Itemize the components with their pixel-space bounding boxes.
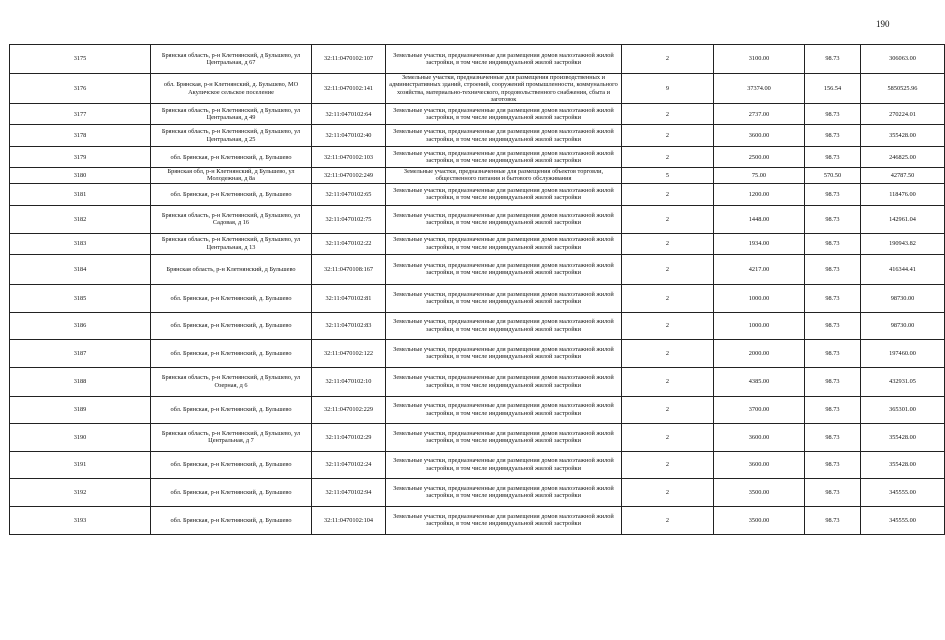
specific-value-cell: 98.73 xyxy=(805,312,861,339)
group-number-cell: 2 xyxy=(622,367,714,396)
area-cell: 3500.00 xyxy=(714,506,805,534)
specific-value-cell: 98.73 xyxy=(805,478,861,506)
address-cell: Брянская область, р-н Клетнянский, д Бульшево, ул Центральная, д 49 xyxy=(151,104,312,125)
group-number-cell: 9 xyxy=(622,74,714,104)
cadastral-number-cell: 32:11:0470102:107 xyxy=(312,45,386,74)
land-use-cell: Земельные участки, предназначенные для размещения домов малоэтажной жилой застройки, в том числе индивидуальной жилой застройки xyxy=(386,45,622,74)
address-cell: Брянская область, р-н Клетнянский, д Бульшево, ул Центральная, д 67 xyxy=(151,45,312,74)
cadastral-value-cell: 118476.00 xyxy=(861,183,945,205)
cadastral-value-cell: 98730.00 xyxy=(861,284,945,312)
address-cell: Брянская обл, р-н Клетнянский, д Бульшево, ул Молодежная, д 8а xyxy=(151,168,312,184)
group-number-cell: 2 xyxy=(622,284,714,312)
group-number-cell: 2 xyxy=(622,396,714,423)
table-row xyxy=(10,147,945,168)
address-cell: Брянская область, р-н Клетнянский, д Бульшево, ул Центральная, д 25 xyxy=(151,125,312,147)
cadastral-number-cell: 32:11:0470102:249 xyxy=(312,168,386,184)
cadastral-number-cell: 32:11:0470102:122 xyxy=(312,339,386,367)
table-row xyxy=(10,168,945,184)
row-number-cell: 3189 xyxy=(10,396,151,423)
cadastral-value-table xyxy=(9,44,945,535)
table-row xyxy=(10,451,945,478)
area-cell: 3500.00 xyxy=(714,478,805,506)
land-use-cell: Земельные участки, предназначенные для размещения объектов торговли, общественного питания и бытового обслуживания xyxy=(386,168,622,184)
area-cell: 3600.00 xyxy=(714,451,805,478)
cadastral-value-cell: 197460.00 xyxy=(861,339,945,367)
row-number-cell: 3182 xyxy=(10,205,151,233)
table-row xyxy=(10,74,945,104)
specific-value-cell: 98.73 xyxy=(805,147,861,168)
table-row xyxy=(10,125,945,147)
address-cell: Брянская область, р-н Клетнянский, д Бульшево, ул Озерная, д 6 xyxy=(151,367,312,396)
address-cell: обл. Брянская, р-н Клетнянский, д. Бульшево xyxy=(151,396,312,423)
cadastral-value-cell: 190943.82 xyxy=(861,233,945,254)
table-body xyxy=(10,45,945,535)
cadastral-number-cell: 32:11:0470102:10 xyxy=(312,367,386,396)
specific-value-cell: 98.73 xyxy=(805,254,861,284)
specific-value-cell: 98.73 xyxy=(805,125,861,147)
group-number-cell: 2 xyxy=(622,312,714,339)
cadastral-value-cell: 355428.00 xyxy=(861,125,945,147)
specific-value-cell: 98.73 xyxy=(805,506,861,534)
cadastral-number-cell: 32:11:0470102:65 xyxy=(312,183,386,205)
cadastral-number-cell: 32:11:0470108:167 xyxy=(312,254,386,284)
table-row xyxy=(10,423,945,451)
cadastral-value-cell: 355428.00 xyxy=(861,451,945,478)
land-use-cell: Земельные участки, предназначенные для размещения домов малоэтажной жилой застройки, в том числе индивидуальной жилой застройки xyxy=(386,396,622,423)
specific-value-cell: 98.73 xyxy=(805,104,861,125)
group-number-cell: 2 xyxy=(622,104,714,125)
land-use-cell: Земельные участки, предназначенные для размещения домов малоэтажной жилой застройки, в том числе индивидуальной жилой застройки xyxy=(386,233,622,254)
row-number-cell: 3183 xyxy=(10,233,151,254)
land-use-cell: Земельные участки, предназначенные для размещения домов малоэтажной жилой застройки, в том числе индивидуальной жилой застройки xyxy=(386,147,622,168)
cadastral-value-cell: 270224.01 xyxy=(861,104,945,125)
cadastral-value-cell: 345555.00 xyxy=(861,478,945,506)
land-use-cell: Земельные участки, предназначенные для размещения домов малоэтажной жилой застройки, в том числе индивидуальной жилой застройки xyxy=(386,205,622,233)
cadastral-number-cell: 32:11:0470102:24 xyxy=(312,451,386,478)
address-cell: Брянская область, р-н Клетнянский, д Бульшево xyxy=(151,254,312,284)
table-row xyxy=(10,478,945,506)
cadastral-number-cell: 32:11:0470102:229 xyxy=(312,396,386,423)
cadastral-number-cell: 32:11:0470102:29 xyxy=(312,423,386,451)
table-row xyxy=(10,45,945,74)
row-number-cell: 3184 xyxy=(10,254,151,284)
cadastral-value-cell: 365301.00 xyxy=(861,396,945,423)
land-use-cell: Земельные участки, предназначенные для размещения домов малоэтажной жилой застройки, в том числе индивидуальной жилой застройки xyxy=(386,339,622,367)
address-cell: обл. Брянская, р-н Клетнянский, д. Бульшево xyxy=(151,339,312,367)
land-use-cell: Земельные участки, предназначенные для размещения производственных и административных зданий, строений, сооружений промышленности, коммунального хозяйства, материально-технического, продовольственного снабжения, сбыта и заготовок xyxy=(386,74,622,104)
group-number-cell: 2 xyxy=(622,147,714,168)
land-use-cell: Земельные участки, предназначенные для размещения домов малоэтажной жилой застройки, в том числе индивидуальной жилой застройки xyxy=(386,104,622,125)
row-number-cell: 3180 xyxy=(10,168,151,184)
address-cell: обл. Брянская, р-н Клетнянский, д. Бульшево xyxy=(151,451,312,478)
specific-value-cell: 98.73 xyxy=(805,339,861,367)
specific-value-cell: 98.73 xyxy=(805,45,861,74)
specific-value-cell: 98.73 xyxy=(805,423,861,451)
cadastral-value-cell: 5850525.96 xyxy=(861,74,945,104)
cadastral-number-cell: 32:11:0470102:81 xyxy=(312,284,386,312)
table-row xyxy=(10,205,945,233)
cadastral-value-cell: 306063.00 xyxy=(861,45,945,74)
table-row xyxy=(10,367,945,396)
cadastral-value-cell: 42787.50 xyxy=(861,168,945,184)
land-use-cell: Земельные участки, предназначенные для размещения домов малоэтажной жилой застройки, в том числе индивидуальной жилой застройки xyxy=(386,254,622,284)
cadastral-value-cell: 355428.00 xyxy=(861,423,945,451)
group-number-cell: 2 xyxy=(622,254,714,284)
page-number: 190 xyxy=(876,19,890,29)
row-number-cell: 3175 xyxy=(10,45,151,74)
group-number-cell: 2 xyxy=(622,45,714,74)
table-row xyxy=(10,284,945,312)
row-number-cell: 3177 xyxy=(10,104,151,125)
group-number-cell: 2 xyxy=(622,451,714,478)
cadastral-number-cell: 32:11:0470102:103 xyxy=(312,147,386,168)
area-cell: 1200.00 xyxy=(714,183,805,205)
area-cell: 2737.00 xyxy=(714,104,805,125)
cadastral-value-cell: 345555.00 xyxy=(861,506,945,534)
specific-value-cell: 98.73 xyxy=(805,451,861,478)
area-cell: 3700.00 xyxy=(714,396,805,423)
table-row xyxy=(10,104,945,125)
land-use-cell: Земельные участки, предназначенные для размещения домов малоэтажной жилой застройки, в том числе индивидуальной жилой застройки xyxy=(386,312,622,339)
area-cell: 4217.00 xyxy=(714,254,805,284)
group-number-cell: 2 xyxy=(622,183,714,205)
cadastral-number-cell: 32:11:0470102:22 xyxy=(312,233,386,254)
group-number-cell: 2 xyxy=(622,478,714,506)
area-cell: 3100.00 xyxy=(714,45,805,74)
area-cell: 1000.00 xyxy=(714,284,805,312)
specific-value-cell: 570.50 xyxy=(805,168,861,184)
table-row xyxy=(10,254,945,284)
row-number-cell: 3178 xyxy=(10,125,151,147)
row-number-cell: 3176 xyxy=(10,74,151,104)
table-row xyxy=(10,183,945,205)
address-cell: Брянская область, р-н Клетнянский, д Бульшево, ул Центральная, д 7 xyxy=(151,423,312,451)
area-cell: 2000.00 xyxy=(714,339,805,367)
table-row xyxy=(10,312,945,339)
area-cell: 1000.00 xyxy=(714,312,805,339)
address-cell: обл. Брянская, р-н Клетнянский, д. Бульшево xyxy=(151,183,312,205)
specific-value-cell: 98.73 xyxy=(805,284,861,312)
specific-value-cell: 98.73 xyxy=(805,367,861,396)
group-number-cell: 2 xyxy=(622,125,714,147)
area-cell: 75.00 xyxy=(714,168,805,184)
cadastral-value-cell: 98730.00 xyxy=(861,312,945,339)
row-number-cell: 3192 xyxy=(10,478,151,506)
area-cell: 1934.00 xyxy=(714,233,805,254)
row-number-cell: 3185 xyxy=(10,284,151,312)
group-number-cell: 5 xyxy=(622,168,714,184)
land-use-cell: Земельные участки, предназначенные для размещения домов малоэтажной жилой застройки, в том числе индивидуальной жилой застройки xyxy=(386,451,622,478)
group-number-cell: 2 xyxy=(622,423,714,451)
land-use-cell: Земельные участки, предназначенные для размещения домов малоэтажной жилой застройки, в том числе индивидуальной жилой застройки xyxy=(386,125,622,147)
cadastral-number-cell: 32:11:0470102:64 xyxy=(312,104,386,125)
address-cell: обл. Брянская, р-н Клетнянский, д. Бульшево xyxy=(151,478,312,506)
cadastral-number-cell: 32:11:0470102:94 xyxy=(312,478,386,506)
area-cell: 3600.00 xyxy=(714,423,805,451)
area-cell: 4385.00 xyxy=(714,367,805,396)
group-number-cell: 2 xyxy=(622,205,714,233)
group-number-cell: 2 xyxy=(622,339,714,367)
land-use-cell: Земельные участки, предназначенные для размещения домов малоэтажной жилой застройки, в том числе индивидуальной жилой застройки xyxy=(386,423,622,451)
specific-value-cell: 98.73 xyxy=(805,183,861,205)
row-number-cell: 3193 xyxy=(10,506,151,534)
address-cell: Брянская область, р-н Клетнянский, д Бульшево, ул Центральная, д 13 xyxy=(151,233,312,254)
land-use-cell: Земельные участки, предназначенные для размещения домов малоэтажной жилой застройки, в том числе индивидуальной жилой застройки xyxy=(386,183,622,205)
land-use-cell: Земельные участки, предназначенные для размещения домов малоэтажной жилой застройки, в том числе индивидуальной жилой застройки xyxy=(386,284,622,312)
row-number-cell: 3186 xyxy=(10,312,151,339)
cadastral-value-cell: 416344.41 xyxy=(861,254,945,284)
row-number-cell: 3187 xyxy=(10,339,151,367)
cadastral-number-cell: 32:11:0470102:83 xyxy=(312,312,386,339)
cadastral-value-cell: 432931.05 xyxy=(861,367,945,396)
row-number-cell: 3179 xyxy=(10,147,151,168)
area-cell: 37374.00 xyxy=(714,74,805,104)
row-number-cell: 3190 xyxy=(10,423,151,451)
address-cell: обл. Брянская, р-н Клетнянский, д. Бульшево xyxy=(151,506,312,534)
specific-value-cell: 156.54 xyxy=(805,74,861,104)
cadastral-value-cell: 142961.04 xyxy=(861,205,945,233)
address-cell: обл. Брянская, р-н Клетнянский, д. Бульшево xyxy=(151,312,312,339)
table-row xyxy=(10,396,945,423)
land-use-cell: Земельные участки, предназначенные для размещения домов малоэтажной жилой застройки, в том числе индивидуальной жилой застройки xyxy=(386,367,622,396)
address-cell: Брянская область, р-н Клетнянский, д Бульшево, ул Садовая, д 16 xyxy=(151,205,312,233)
address-cell: обл. Брянская, р-н Клетнянский, д. Бульшево xyxy=(151,284,312,312)
cadastral-number-cell: 32:11:0470102:40 xyxy=(312,125,386,147)
cadastral-value-cell: 246825.00 xyxy=(861,147,945,168)
cadastral-number-cell: 32:11:0470102:104 xyxy=(312,506,386,534)
row-number-cell: 3191 xyxy=(10,451,151,478)
area-cell: 2500.00 xyxy=(714,147,805,168)
table-row xyxy=(10,506,945,534)
row-number-cell: 3181 xyxy=(10,183,151,205)
area-cell: 1448.00 xyxy=(714,205,805,233)
specific-value-cell: 98.73 xyxy=(805,205,861,233)
group-number-cell: 2 xyxy=(622,233,714,254)
land-use-cell: Земельные участки, предназначенные для размещения домов малоэтажной жилой застройки, в том числе индивидуальной жилой застройки xyxy=(386,506,622,534)
specific-value-cell: 98.73 xyxy=(805,396,861,423)
address-cell: обл. Брянская, р-н Клетнянский, д. Бульшево xyxy=(151,147,312,168)
row-number-cell: 3188 xyxy=(10,367,151,396)
land-use-cell: Земельные участки, предназначенные для размещения домов малоэтажной жилой застройки, в том числе индивидуальной жилой застройки xyxy=(386,478,622,506)
area-cell: 3600.00 xyxy=(714,125,805,147)
table-row xyxy=(10,233,945,254)
cadastral-number-cell: 32:11:0470102:75 xyxy=(312,205,386,233)
address-cell: обл. Брянская, р-н Клетнянский, д. Бульшево, МО Акуличское сельское поселение xyxy=(151,74,312,104)
specific-value-cell: 98.73 xyxy=(805,233,861,254)
cadastral-number-cell: 32:11:0470102:141 xyxy=(312,74,386,104)
table-row xyxy=(10,339,945,367)
group-number-cell: 2 xyxy=(622,506,714,534)
